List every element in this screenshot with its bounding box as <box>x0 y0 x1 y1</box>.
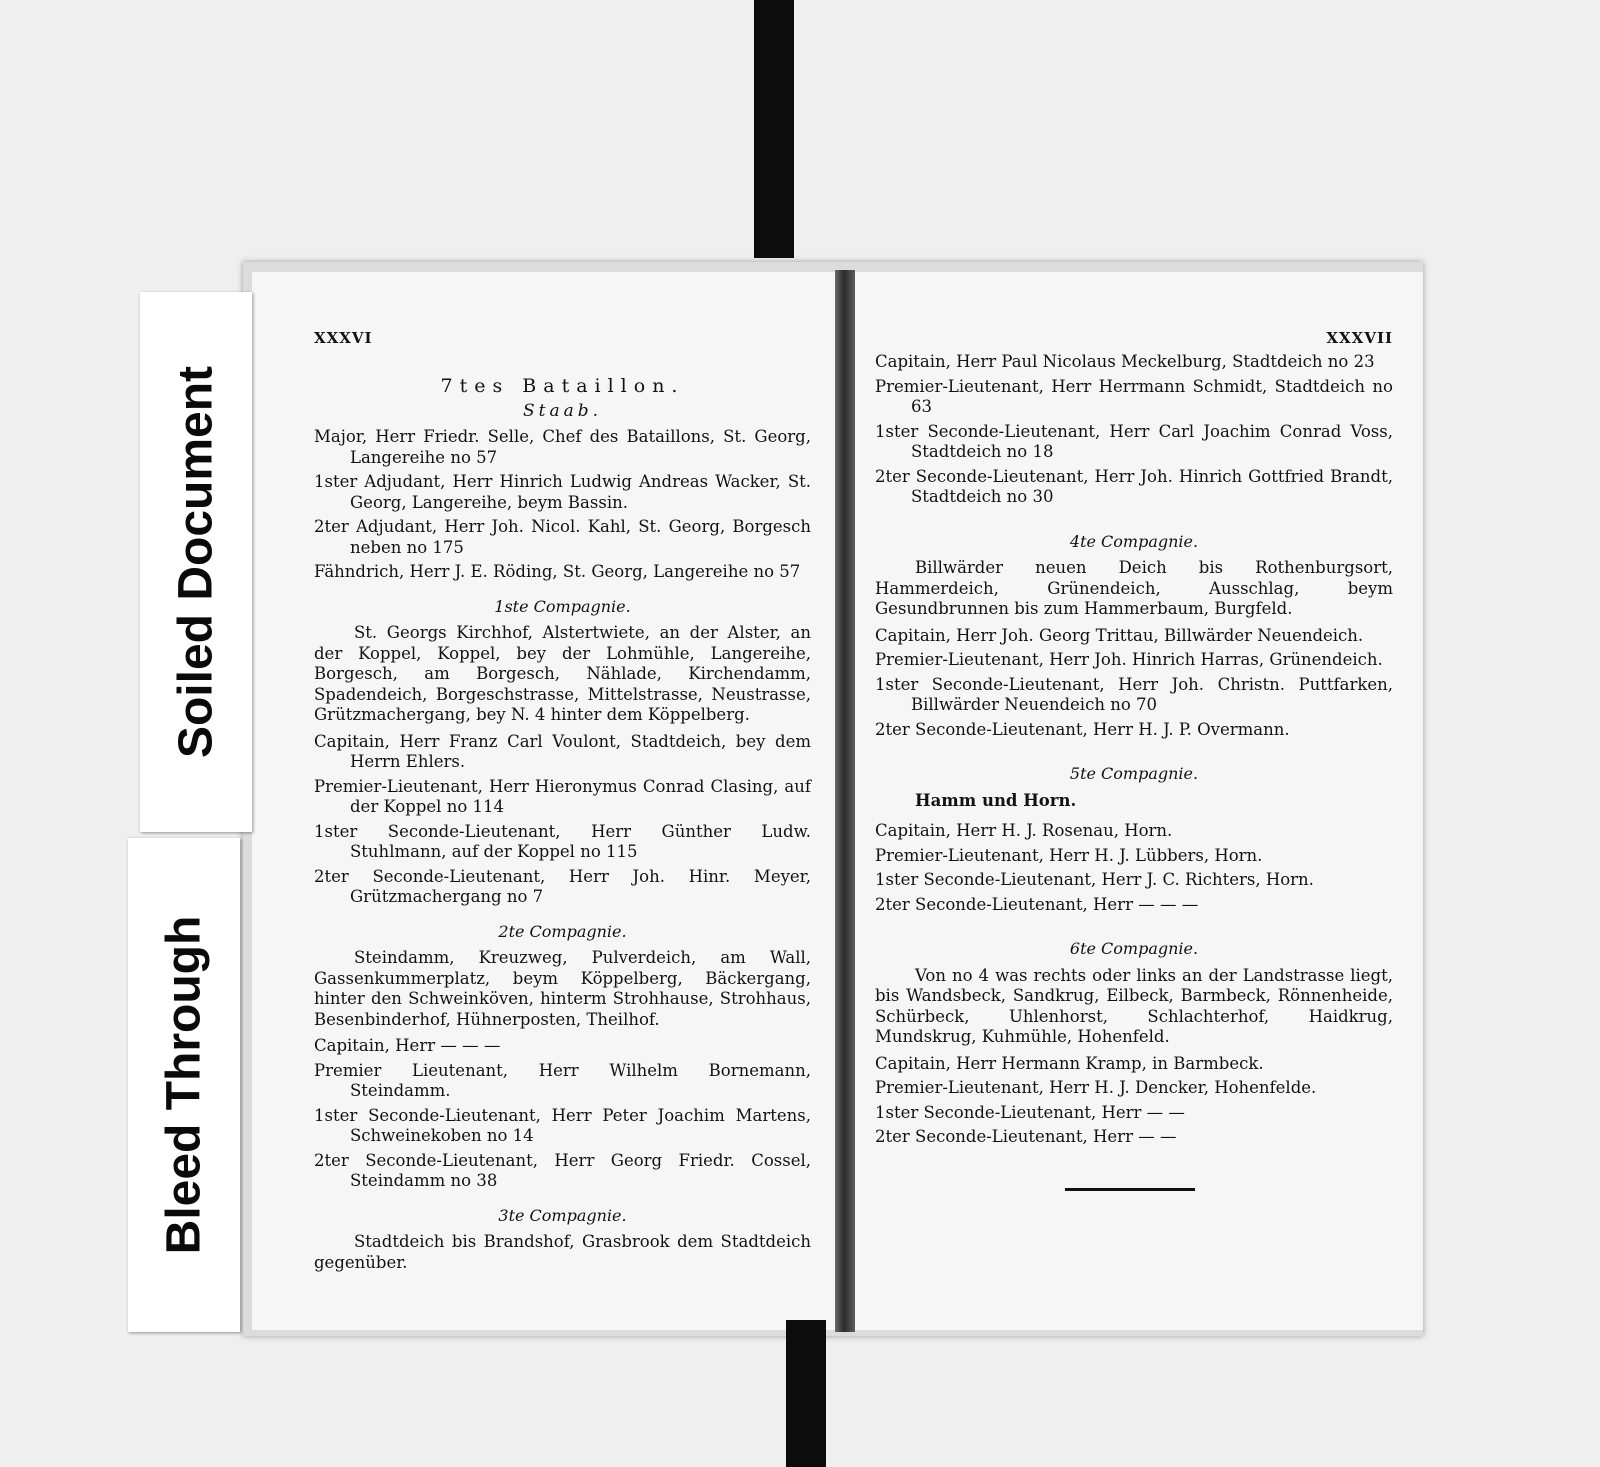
company-heading: 5te Compagnie. <box>1069 764 1199 783</box>
officer-entry: 2ter Seconde-Lieutenant, Herr H. J. P. Overmann. <box>875 719 1290 739</box>
staff-entry: Fähndrich, Herr J. E. Röding, St. Georg, Langereihe no 57 <box>314 562 801 581</box>
closing-rule <box>1065 1188 1195 1191</box>
staff-entry: 2ter Adjudant, Herr Joh. Nicol. Kahl, St. Georg, Borgesch neben no 175 <box>314 517 811 557</box>
officer-entry: 1ster Seconde-Lieutenant, Herr J. C. Richters, Horn. <box>875 870 1314 889</box>
staff-entry: Major, Herr Friedr. Selle, Chef des Bataillons, St. Georg, Langereihe no 57 <box>314 427 811 467</box>
company-area: Von no 4 was rechts oder links an der Landstrasse liegt, bis Wandsbeck, Sandkrug, Eilbeck, Barmbeck, Rönnenheide, Schürbeck, Uhlenhorst, Schlachterhof, Haidkrug, Mundskrug, Kuhmühle, Hohenfeld. <box>875 965 1393 1046</box>
officer-entry: Premier-Lieutenant, Herr Hieronymus Conrad Clasing, auf der Koppel no 114 <box>314 776 811 816</box>
company-area: Stadtdeich bis Brandshof, Grasbrook dem Stadtdeich gegenüber. <box>314 1232 811 1272</box>
officer-entry: 2ter Seconde-Lieutenant, Herr Georg Friedr. Cossel, Steindamm no 38 <box>314 1150 811 1190</box>
company-heading: 6te Compagnie. <box>1069 939 1199 958</box>
officer-entry: Capitain, Herr Paul Nicolaus Meckelburg, Stadtdeich no 23 <box>875 352 1375 371</box>
officer-entry: Capitain, Herr H. J. Rosenau, Horn. <box>875 821 1173 840</box>
officer-entry: Premier-Lieutenant, Herr H. J. Lübbers, Horn. <box>875 845 1263 865</box>
right-page-text <box>855 352 1423 1191</box>
book-gutter <box>835 270 855 1332</box>
officer-entry: Premier-Lieutenant, Herr Joh. Hinrich Harras, Grünendeich. <box>875 650 1383 669</box>
soiled-document-tag <box>140 292 252 832</box>
binding-strap-bottom <box>786 1320 826 1467</box>
officer-entry: Capitain, Herr Franz Carl Voulont, Stadtdeich, bey dem Herrn Ehlers. <box>314 731 811 771</box>
officer-entry: 1ster Seconde-Lieutenant, Herr — — <box>875 1102 1185 1122</box>
company-area: Steindamm, Kreuzweg, Pulverdeich, am Wall, Gassenkummerplatz, beym Köppelberg, Bäckergang, hinter den Schweinköven, hinterm Strohhause, Strohhaus, Besenbinderhof, Hühnerposten, Theilhof. <box>314 948 811 1029</box>
officer-entry: 1ster Seconde-Lieutenant, Herr Peter Joachim Martens, Schweinekoben no 14 <box>314 1105 811 1145</box>
staff-entry: 1ster Adjudant, Herr Hinrich Ludwig Andreas Wacker, St. Georg, Langereihe, beym Bassin. <box>314 472 811 512</box>
company-heading: 4te Compagnie. <box>1069 531 1199 551</box>
left-page <box>252 272 836 1330</box>
company-area: Billwärder neuen Deich bis Rothenburgsort, Hammerdeich, Grünendeich, Ausschlag, beym Gesundbrunnen bis zum Hammerbaum, Burgfeld. <box>875 558 1393 618</box>
officer-entry: Capitain, Herr — — — <box>314 1036 501 1055</box>
officer-entry: 1ster Seconde-Lieutenant, Herr Joh. Christn. Puttfarken, Billwärder Neuendeich no 70 <box>875 674 1393 714</box>
officer-entry: 1ster Seconde-Lieutenant, Herr Carl Joachim Conrad Voss, Stadtdeich no 18 <box>875 421 1393 461</box>
officer-entry: 2ter Seconde-Lieutenant, Herr Joh. Hinrich Gottfried Brandt, Stadtdeich no 30 <box>875 466 1393 506</box>
company-heading: 1ste Compagnie. <box>494 596 631 616</box>
soiled-document-label: Soiled Document <box>169 365 223 759</box>
bleed-through-tag <box>128 838 240 1332</box>
officer-entry: Premier-Lieutenant, Herr H. J. Dencker, Hohenfelde. <box>875 1078 1317 1097</box>
officer-entry: 1ster Seconde-Lieutenant, Herr Günther Ludw. Stuhlmann, auf der Koppel no 115 <box>314 821 811 861</box>
officer-entry: Capitain, Herr Joh. Georg Trittau, Billwärder Neuendeich. <box>875 625 1364 645</box>
bleed-through-label: Bleed Through <box>157 915 211 1255</box>
staff-heading: Staab. <box>522 400 603 421</box>
officer-entry: Premier Lieutenant, Herr Wilhelm Bornemann, Steindamm. <box>314 1060 811 1100</box>
right-page <box>855 272 1423 1330</box>
officer-entry: 2ter Seconde-Lieutenant, Herr — — — <box>875 894 1199 914</box>
officer-entry: Premier-Lieutenant, Herr Herrmann Schmidt, Stadtdeich no 63 <box>875 376 1393 416</box>
page-number: XXXVII <box>1326 329 1393 347</box>
company-heading: 3te Compagnie. <box>498 1205 627 1225</box>
company-area: Hamm und Horn. <box>915 790 1077 810</box>
officer-entry: 2ter Seconde-Lieutenant, Herr Joh. Hinr. Meyer, Grützmachergang no 7 <box>314 866 811 906</box>
left-page-text <box>252 376 835 1279</box>
officer-entry: 2ter Seconde-Lieutenant, Herr — — <box>875 1127 1177 1146</box>
company-heading: 2te Compagnie. <box>498 921 627 941</box>
officer-entry: Capitain, Herr Hermann Kramp, in Barmbeck. <box>875 1053 1264 1073</box>
battalion-title: 7tes Bataillon. <box>440 375 685 397</box>
page-number: XXXVI <box>314 329 373 347</box>
company-area: St. Georgs Kirchhof, Alstertwiete, an der Alster, an der Koppel, Koppel, bey der Lohmühle, Langereihe, Borgesch, am Borgesch, Nählade, Kirchendamm, Spadendeich, Borgeschstrasse, Mittelstrasse, Neustrasse, Grützmachergang, bey N. 4 hinter dem Köppelberg. <box>314 623 811 724</box>
binding-strap-top <box>754 0 794 258</box>
